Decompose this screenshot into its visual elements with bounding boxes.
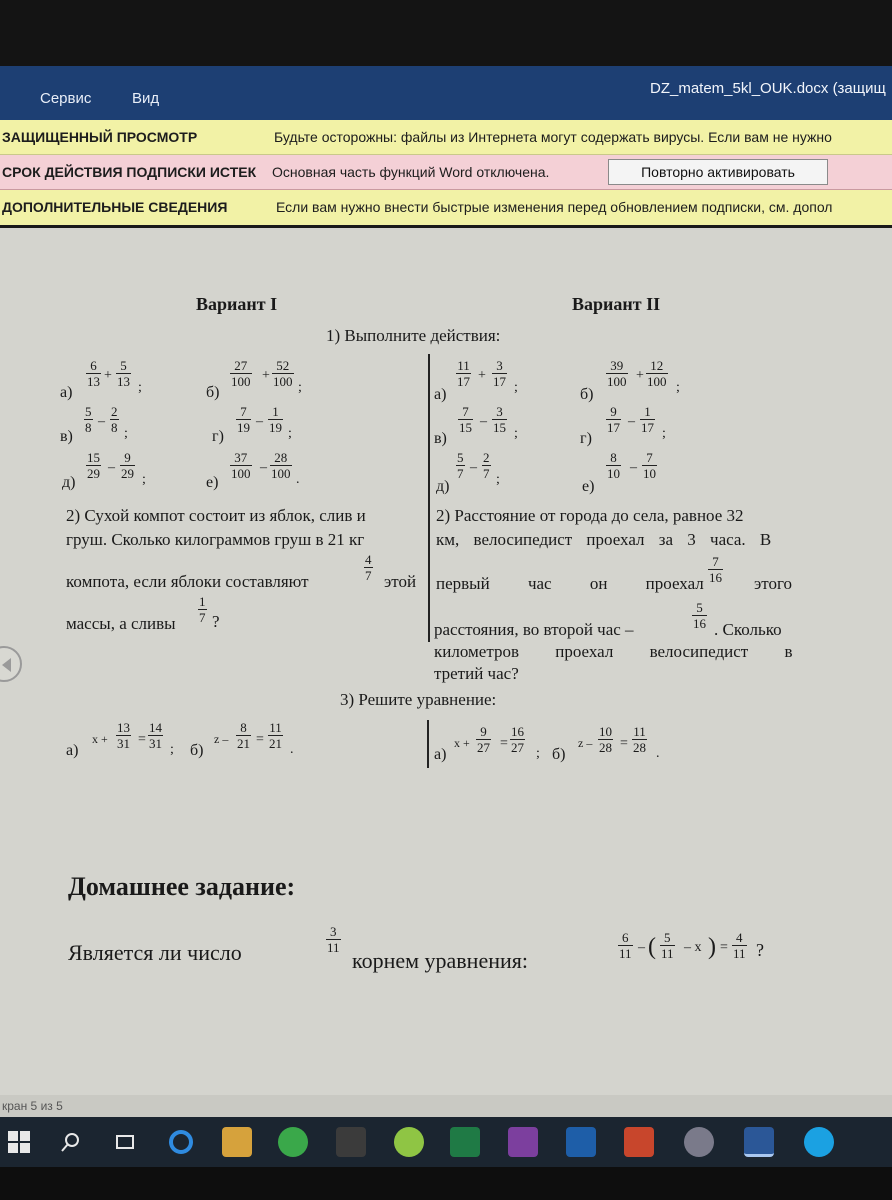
operator: – <box>260 460 267 475</box>
variant-1-heading: Вариант I <box>196 294 278 314</box>
denominator: 100 <box>607 374 627 389</box>
right-paren: ) <box>708 934 716 960</box>
numerator: 12 <box>646 358 668 374</box>
denominator: 29 <box>87 466 100 481</box>
punctuation: ; <box>142 472 146 487</box>
homework-text-start: Является ли число <box>68 940 242 965</box>
menu-view[interactable]: Вид <box>132 90 160 107</box>
punctuation: . <box>290 742 294 757</box>
operator: + <box>262 368 270 383</box>
screen-bezel-top <box>0 0 892 66</box>
denominator: 28 <box>633 740 646 755</box>
variable-expr: z – <box>578 736 593 750</box>
status-bar <box>0 1095 892 1117</box>
denominator: 28 <box>599 740 612 755</box>
fraction <box>84 404 93 435</box>
search-icon[interactable] <box>56 1127 86 1157</box>
numerator: 14 <box>149 720 162 735</box>
fraction <box>492 358 507 389</box>
operator: – <box>108 460 115 475</box>
fraction <box>120 450 135 481</box>
v2-task2-line2: км, велосипедист проехал за 3 часа. В <box>436 530 772 549</box>
screen-bezel-bottom <box>0 1167 892 1200</box>
denominator: 10 <box>643 466 656 481</box>
fraction <box>236 720 251 751</box>
item-label: в) <box>434 430 447 447</box>
numerator: 28 <box>270 450 292 466</box>
denominator: 100 <box>271 466 291 481</box>
windows-start-icon[interactable] <box>4 1127 34 1157</box>
fraction <box>198 594 207 625</box>
item-label: а) <box>66 742 79 759</box>
numerator: 15 <box>87 450 100 465</box>
v2-task2-line3-end: этого <box>754 574 793 593</box>
equals-sign: = <box>256 732 264 747</box>
app-icon-2[interactable] <box>684 1127 714 1157</box>
outlook-icon[interactable] <box>566 1127 596 1157</box>
denominator: 11 <box>733 946 746 961</box>
fraction <box>456 450 465 481</box>
denominator: 100 <box>231 374 251 389</box>
numerator: 3 <box>492 358 507 374</box>
operator: + <box>104 368 112 383</box>
numerator: 5 <box>660 930 675 946</box>
denominator: 7 <box>365 568 372 583</box>
variable-expr: x + <box>92 732 108 746</box>
denominator: 29 <box>121 466 134 481</box>
v1-task2-question-mark: ? <box>212 612 220 631</box>
denominator: 10 <box>607 466 620 481</box>
fraction <box>692 600 707 631</box>
denominator: 100 <box>647 374 667 389</box>
operator: – <box>470 460 477 475</box>
fraction <box>606 450 621 481</box>
numerator: 3 <box>326 924 341 940</box>
variable-expr: – x <box>684 940 702 955</box>
numerator: 13 <box>117 720 130 735</box>
v2-task2-line5: километров проехал велосипедист в <box>434 642 793 661</box>
punctuation: ; <box>536 746 540 761</box>
punctuation: ; <box>170 742 174 757</box>
fraction <box>606 358 628 389</box>
operator: – <box>256 414 263 429</box>
fraction <box>86 358 101 389</box>
fraction <box>270 450 292 481</box>
numerator: 11 <box>633 724 646 739</box>
operator: – <box>630 460 637 475</box>
fraction <box>230 450 252 481</box>
numerator: 1 <box>268 404 283 420</box>
item-label: а) <box>60 384 73 401</box>
denominator: 8 <box>111 420 118 435</box>
task-3-heading: 3) Решите уравнение: <box>340 690 497 709</box>
homework-title: Домашнее задание: <box>68 872 296 901</box>
denominator: 7 <box>199 610 206 625</box>
denominator: 7 <box>483 466 490 481</box>
item-label: е) <box>582 478 595 495</box>
numerator: 9 <box>476 724 491 740</box>
task-1-heading: 1) Выполните действия: <box>326 326 501 345</box>
operator: + <box>478 368 486 383</box>
denominator: 15 <box>493 420 506 435</box>
additional-info-message: Если вам нужно внести быстрые изменения перед обновлением подписки, см. допол <box>276 199 833 215</box>
denominator: 17 <box>607 420 620 435</box>
numerator: 5 <box>692 600 707 616</box>
v1-task2-line4: массы, а сливы <box>66 614 176 633</box>
denominator: 21 <box>237 736 250 751</box>
punctuation: ; <box>662 426 666 441</box>
numerator: 4 <box>365 552 372 567</box>
item-label: е) <box>206 474 219 491</box>
punctuation: ; <box>514 426 518 441</box>
word-menu-bar <box>0 66 892 120</box>
fraction <box>708 554 723 585</box>
denominator: 11 <box>619 946 632 961</box>
denominator: 13 <box>87 374 100 389</box>
item-label: д) <box>62 474 76 491</box>
denominator: 7 <box>457 466 464 481</box>
item-label: б) <box>206 384 220 401</box>
numerator: 52 <box>272 358 294 374</box>
denominator: 17 <box>641 420 654 435</box>
additional-info-bar <box>0 190 892 225</box>
skype-icon[interactable] <box>804 1127 834 1157</box>
denominator: 100 <box>231 466 251 481</box>
fraction <box>632 724 647 755</box>
numerator: 16 <box>511 724 524 739</box>
item-label: в) <box>60 428 73 445</box>
v2-task2-line4: расстояния, во второй час – <box>434 620 634 639</box>
denominator: 100 <box>273 374 293 389</box>
fraction <box>236 404 251 435</box>
fraction <box>618 930 633 961</box>
v1-task2-line1: 2) Сухой компот состоит из яблок, слив и <box>66 506 366 525</box>
numerator: 3 <box>492 404 507 420</box>
item-label: г) <box>580 430 592 447</box>
numerator: 6 <box>618 930 633 946</box>
reactivate-button[interactable]: Повторно активировать <box>608 159 828 185</box>
fraction <box>492 404 507 435</box>
item-label: б) <box>190 742 204 759</box>
numerator: 10 <box>599 724 612 739</box>
denominator: 19 <box>269 420 282 435</box>
numerator: 2 <box>483 450 490 465</box>
fraction <box>606 404 621 435</box>
fraction <box>268 720 283 751</box>
media-player-icon[interactable] <box>336 1127 366 1157</box>
variable-expr: z – <box>214 732 229 746</box>
item-label: б) <box>552 746 566 763</box>
numerator: 5 <box>457 450 464 465</box>
edge-browser-icon[interactable] <box>166 1127 196 1157</box>
onenote-icon[interactable] <box>508 1127 538 1157</box>
fraction <box>230 358 252 389</box>
chrome-icon[interactable] <box>278 1127 308 1157</box>
powerpoint-icon[interactable] <box>624 1127 654 1157</box>
v1-task2-line2: груш. Сколько килограммов груш в 21 кг <box>66 530 365 549</box>
variant-2-heading: Вариант II <box>572 294 661 314</box>
v2-task2-line3: первый час он проехал <box>436 574 704 593</box>
item-label: д) <box>436 478 450 495</box>
punctuation: . <box>296 472 300 487</box>
numerator: 7 <box>458 404 473 420</box>
operator: – <box>628 414 635 429</box>
fraction <box>272 358 294 389</box>
column-divider-lower <box>427 720 429 768</box>
denominator: 11 <box>327 940 340 955</box>
numerator: 4 <box>732 930 747 946</box>
denominator: 27 <box>511 740 524 755</box>
numerator: 7 <box>642 450 657 466</box>
denominator: 16 <box>709 570 722 585</box>
equals-sign: = <box>500 736 508 751</box>
numerator: 5 <box>85 404 92 419</box>
punctuation: ; <box>514 380 518 395</box>
prev-page-button[interactable] <box>0 646 22 682</box>
denominator: 31 <box>117 736 130 751</box>
numerator: 37 <box>230 450 252 466</box>
numerator: 9 <box>606 404 621 420</box>
subscription-expired-message: Основная часть функций Word отключена. <box>272 164 550 180</box>
protected-view-message: Будьте осторожны: файлы из Интернета могут содержать вирусы. Если вам не нужно <box>274 129 832 145</box>
punctuation: ; <box>288 426 292 441</box>
operator: – <box>638 940 645 955</box>
v1-task2-line3-end: этой <box>384 572 417 591</box>
operator: – <box>480 414 487 429</box>
excel-icon[interactable] <box>450 1127 480 1157</box>
fraction <box>598 724 613 755</box>
punctuation: ; <box>676 380 680 395</box>
fraction <box>86 450 101 481</box>
windows-taskbar <box>0 1117 892 1167</box>
denominator: 19 <box>237 420 250 435</box>
arrow-left-icon <box>2 658 11 672</box>
fraction <box>456 358 471 389</box>
item-label: а) <box>434 746 447 763</box>
subscription-expired-label: СРОК ДЕЙСТВИЯ ПОДПИСКИ ИСТЕК <box>2 164 257 180</box>
item-label: б) <box>580 386 594 403</box>
item-label: г) <box>212 428 224 445</box>
fraction <box>364 552 373 583</box>
question-mark: ? <box>756 940 764 960</box>
numerator: 11 <box>269 720 282 735</box>
protected-view-bar <box>0 120 892 155</box>
document-page <box>0 228 892 1116</box>
punctuation: ; <box>496 472 500 487</box>
fraction <box>116 358 131 389</box>
additional-info-label: ДОПОЛНИТЕЛЬНЫЕ СВЕДЕНИЯ <box>2 199 228 215</box>
v2-task2-line1: 2) Расстояние от города до села, равное 32 <box>436 506 744 525</box>
fraction <box>732 930 747 961</box>
denominator: 11 <box>661 946 674 961</box>
punctuation: . <box>656 746 660 761</box>
denominator: 15 <box>459 420 472 435</box>
equals-sign: = <box>620 736 628 751</box>
numerator: 8 <box>236 720 251 736</box>
operator: – <box>98 414 105 429</box>
v2-task2-line4-end: . Сколько <box>714 620 782 639</box>
operator: + <box>636 368 644 383</box>
numerator: 9 <box>120 450 135 466</box>
numerator: 6 <box>86 358 101 374</box>
subscription-expired-bar <box>0 155 892 190</box>
fraction <box>642 450 657 481</box>
fraction <box>482 450 491 481</box>
left-paren: ( <box>648 934 656 960</box>
denominator: 27 <box>477 740 490 755</box>
word-icon[interactable] <box>744 1127 774 1157</box>
document-title: DZ_matem_5kl_OUK.docx (защищ <box>650 80 886 97</box>
numerator: 1 <box>199 594 206 609</box>
equals-sign: = <box>720 940 728 955</box>
punctuation: ; <box>298 380 302 395</box>
column-divider <box>428 354 430 642</box>
punctuation: ; <box>124 426 128 441</box>
numerator: 5 <box>116 358 131 374</box>
numerator: 39 <box>606 358 628 374</box>
equals-sign: = <box>138 732 146 747</box>
task-view-icon[interactable] <box>110 1127 140 1157</box>
denominator: 17 <box>493 374 506 389</box>
fraction <box>646 358 668 389</box>
app-icon[interactable] <box>394 1127 424 1157</box>
fraction <box>110 404 119 435</box>
numerator: 1 <box>640 404 655 420</box>
fraction <box>326 924 341 955</box>
fraction <box>268 404 283 435</box>
numerator: 27 <box>230 358 252 374</box>
denominator: 21 <box>269 736 282 751</box>
menu-service[interactable]: Сервис <box>40 90 92 107</box>
fraction <box>476 724 491 755</box>
denominator: 17 <box>457 374 470 389</box>
denominator: 31 <box>149 736 162 751</box>
variable-expr: x + <box>454 736 470 750</box>
fraction <box>116 720 131 751</box>
numerator: 7 <box>708 554 723 570</box>
v1-task2-line3: компота, если яблоки составляют <box>66 572 309 591</box>
homework-text-middle: корнем уравнения: <box>352 948 528 973</box>
denominator: 8 <box>85 420 92 435</box>
item-label: а) <box>434 386 447 403</box>
punctuation: ; <box>138 380 142 395</box>
file-explorer-icon[interactable] <box>222 1127 252 1157</box>
numerator: 11 <box>457 358 470 373</box>
numerator: 2 <box>111 404 118 419</box>
fraction <box>458 404 473 435</box>
denominator: 16 <box>693 616 706 631</box>
fraction <box>660 930 675 961</box>
numerator: 7 <box>236 404 251 420</box>
protected-view-label: ЗАЩИЩЕННЫЙ ПРОСМОТР <box>2 129 198 145</box>
v2-task2-line6: третий час? <box>434 664 519 683</box>
fraction <box>510 724 525 755</box>
fraction <box>148 720 163 751</box>
fraction <box>640 404 655 435</box>
denominator: 13 <box>117 374 130 389</box>
page-counter: кран 5 из 5 <box>2 1099 63 1113</box>
numerator: 8 <box>606 450 621 466</box>
